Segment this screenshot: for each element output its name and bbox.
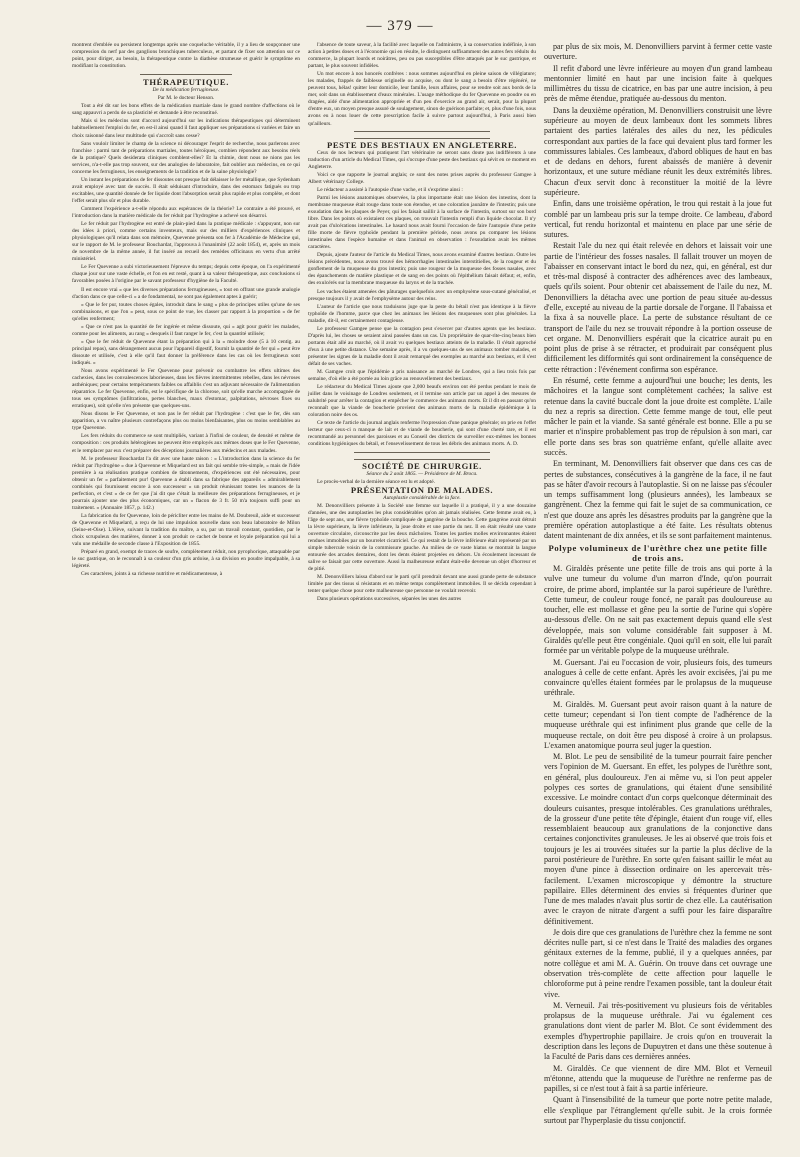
- section-divider: [354, 131, 491, 139]
- column-middle: [308, 42, 536, 1127]
- paragraph: Il refit d'abord une lèvre inférieure au moyen d'un grand lambeau mentonnier limité en haut par une incision faite à quelques millimètres du tissu de cicatrice, en bas par une autre incision, à peu près de même étendue, pratiquée au-dessous du menton.: [544, 63, 772, 104]
- article-continuation: [308, 42, 536, 128]
- paragraph: Voici ce que rapporte le journal anglais; ce sont des notes prises auprès du professeur Gamgee à Albert vétérinary College.: [308, 171, 536, 185]
- minutes-line: Le procès-verbal de la dernière séance est lu et adopté.: [317, 478, 435, 485]
- peste-article-body: [308, 150, 536, 449]
- article-body: [72, 103, 300, 578]
- paragraph: Le rédacteur a assisté à l'autopsie d'une vache, et il s'exprime ainsi :: [317, 186, 463, 193]
- section-heading-peste: PESTE DES BESTIAUX EN ANGLETERRE.: [326, 139, 518, 150]
- paragraph: M. Gamgee croit que l'épidémie a pris naissance au marché de Londres, qui a lieu trois fois par semaine, d'où elle a été portée au loin grâce au renouvellement des bestiaux.: [308, 369, 536, 383]
- society-body: [308, 503, 536, 604]
- paragraph: « Que ce n'est pas la quantité de fer ingérée et même dissoute, qui « agit pour guérir les malades, comme pour les aliments, au rang « desquels il faut ranger le fer, c'est la quantité utilisée;: [72, 323, 300, 337]
- section-heading-therapeutique: THÉRAPEUTIQUE.: [143, 77, 229, 88]
- intro-paragraph: montrent d'emblée ou persistent longtemps après une coqueluche véritable, il y a lieu de soupçonner une compression du nerf par des ganglions bronchiques tuberculeux, et partant de fixer son attention sur ce point, pour diriger, au besoin, la thérapeutique contre la diathèse strumeuse et guérir le symptôme en modifiant la constitution.: [72, 42, 300, 70]
- paragraph: En résumé, cette femme a aujourd'hui une bouche; les dents, les mâchoires et la langue sont complètement cachées; la salive est retenue dans la cavité buccale dont la joue droite est complète. L'aile du nez a repris sa direction. Cette femme mange de tout, elle peut mâcher le pain et la viande. Sa santé générale est bonne. Elle a pu se marier et n'inspire probablement pas trop de répulsion à son mari, car elle porte dans ses bras son quatrième enfant, qu'elle allaite avec succès.: [544, 376, 772, 457]
- society-heading: SOCIÉTÉ DE CHIRURGIE.: [362, 460, 482, 471]
- paragraph: M. le professeur Bouchardat l'a dit avec une haute raison : « L'introduction dans la science du fer réduit par l'hydrogène « due à Quevenne et Miquelard est un fait qui semble très-simple, « mais de l'idée première à sa réalisation pratique combien de tâtonnements, d'expériences ont été nécessaires, pour obtenir un fer « parfaitement pur! Quevenne a établi dans sa fabrique des appareils « admirablement combinés qui fournissent encore à son successeur « un produit réunissant toutes les nuances de la perfection, et c'est « de ce fer que j'ai dit que c'était la meilleure des préparations ferrugineuses, et je pourrais ajouter une des plus économiques, car un « flacon de 3 fr. 50 m'a toujours suffi pour un traitement. » (Annuaire 1857, p. 142.): [72, 455, 300, 511]
- paragraph: Je dois dire que ces granulations de l'urèthre chez la femme ne sont décrites nulle part, si ce n'est dans le Traité des maladies des organes génitaux externes de la femme, publié, il y a quelques années, par notre collègue et ami M. A. Guérin. On trouve dans cet ouvrage une observation très-complète de cette affection pour laquelle le chloroforme put à peine rendre l'examen possible, tant la douleur était vive.: [544, 927, 772, 999]
- paragraph: « Que le fer pur, toutes choses égales, introduit dans le sang « plus de principes utiles qu'une de ses combinaisons, et que l'on « peut, sous ce point de vue, les classer par rapport à la proportion « de fer qu'elles renferment;: [72, 301, 300, 322]
- paragraph: Un mot encore à nos honorés confrères : nous sommes aujourd'hui en pleine saison de villégiature; les malades, frappés de faiblesse originelle ou acquise, ou dont le sang a besoin d'être régénéré, ne peuvent tous, hélas! quitter leur domicile, leur famille, leurs affaires, pour se rendre soit aux bords de la mer, soit dans un établissement d'eaux minérales. L'usage méthodique du fer Quevenne en poudre ou en dragées, aidé d'une alimentation appropriée et d'un peu d'exercice au grand air, serait, pour la plupart d'entre eux, un moyen presque assuré de soulagement, sinon de guérison parfaite; et, plus d'une fois, nous avons eu à nous louer de cette prescription facile à suivre partout aujourd'hui, à Paris aussi bien qu'ailleurs.: [308, 71, 536, 127]
- paragraph: M. Denonvilliers laissa d'abord sur le parti qu'il prendrait devant une aussi grande perte de substance limitée par des tissus si résistants et en même temps complètement immobiles. Il se décida cependant à tenter quelque chose pour cette malheureuse que personne ne voulait recevoir.: [308, 574, 536, 595]
- paragraph: Il est encore vrai « que les diverses préparations ferrugineuses, « tout en offrant une grande analogie d'action dans ce que celle-ci « a de fondamental, ne sont pas également aptes à guérir;: [72, 286, 300, 300]
- polyp-discussion: [544, 564, 772, 1126]
- paragraph: Dans plusieurs opérations successives, séparées les unes des autres: [317, 596, 462, 603]
- paragraph: Les vaches étaient amenées des pâturages quelquefois avec un emphysème sous-cutané généralisé, et presque toujours il y avait de l'emphysème autour des reins.: [308, 288, 536, 302]
- paragraph: Le professeur Gamgee pense que la contagion peut s'exercer par d'autres agents que les bestiaux. D'après lui, les choses se seraient ainsi passées dans un cas. Un propriétaire de quar-rite-cinq beaux bien portants était allé au marché, où il avait vu quelques bestiaux atteints de la maladie. Il s'était approché d'eux à une petite distance. Une semaine après, il a vu quelques-uns de ses animaux tomber malades, et présenter les signes de la maladie dont il avait remarqué des exemples au marché aux bestiaux, et il s'est défait de ses vaches.: [308, 325, 536, 367]
- paragraph: l'absence de toute saveur, à la facilité avec laquelle on l'administre, à sa conservation indéfinie, à son action à petites doses et à l'économie qui en résulte, le distinguent suffisamment des autres fers réduits du commerce, la plupart lourds et noirâtres, peu ou pas susceptibles d'être attaqués par le suc gastrique, et partant, le plus souvent infidèles.: [308, 42, 536, 70]
- paragraph: M. Blot. Le peu de sensibilité de la tumeur pourrait faire pencher vers l'opinion de M. Guersant. En effet, les polypes de l'urèthre sont, en général, plus douloureux. J'en ai même vu, si l'on peut appeler polypes ces sortes de granulations, qui étaient d'une sensibilité excessive. Le moindre contact d'un corps quelconque déterminait des douleurs cuisantes, presque intolérables. Ces granulations uréthrales, de la grosseur d'une petite tête d'épingle, étaient d'un rouge vif, elles ressemblaient beaucoup aux granulations de la conjonctive dans certaines conjonctivites granuleuses. Je les ai observé que trois fois et toujours je les ai trouvées situées sur la partie la plus déclive de la paroi postérieure de l'urèthre. En sorte qu'en faisant saillir le méat au moyen d'une pince à dissection ordinaire on les apercevait très-facilement. L'examen microscopique y démontre la structure papillaire. Elles déterminent des envies si fréquentes d'uriner que l'une de mes malades n'avait plus sortir de chez elle. La cautérisation avec le crayon de nitrate d'argent a suffi pour les faire disparaître définitivement.: [544, 752, 772, 926]
- paragraph: Ceux de nos lecteurs qui pratiquent l'art vétérinaire ne seront sans doute pas indifférents à une traduction d'un article du Medical Times, qui s'occupe d'une peste des bestiaux qui sévit en ce moment en Angleterre.: [308, 149, 536, 170]
- paragraph: En terminant, M. Denonvilliers fait observer que dans ces cas de pertes de substances, consécutives à la gangrène de la face, il ne faut pas se hâter d'avoir recours à l'autoplastie. Si on ne laisse pas s'écouler un temps suffisamment long (plusieurs années), les lambeaux se gangrènent. Chez la femme qui fait le sujet de sa communication, ce n'est que douze ans après les désastres produits par la gangrène que la première opération autoplastique a été faite. Les résultats obtenus datent maintenant de dix années, et ils se sont parfaitement maintenus.: [544, 459, 773, 541]
- article-title: De la médication ferrugineuse.: [152, 87, 220, 94]
- polyp-heading: Polype volumineux de l'urèthre chez une petite fille de trois ans.: [548, 542, 768, 563]
- paragraph: Mais si les médecins sont d'accord aujourd'hui sur les indications thérapeutiques qui déterminent habituellement l'emploi du fer, en est-il ainsi quand il faut appliquer ses préparations si variées et faire un choix raisonné dans leur multitude qui s'accroît sans cesse?: [72, 118, 300, 139]
- autoplasty-heading: Autoplastie considérable de la face.: [383, 494, 461, 501]
- paragraph: M. Giraldès. M. Guersant peut avoir raison quant à la nature de cette tumeur; cependant si l'on tient compte de l'adhérence de la muqueuse uréthrale qui est infiniment plus grande que celle de la muqueuse rectale, on doit être peu disposé à croire à un prolapsus. L'examen anatomique pourra seul juger la question.: [544, 699, 772, 750]
- paragraph: Depuis, ajoute l'auteur de l'article du Medical Times, nous avons examiné d'autres bestiaux. Outre les lésions précédentes, nous avons trouvé des hémorrhagies intestinales interstitielles, de la rougeur et du gonflement de la muqueuse du gros intestin; puis une rougeur de la muqueuse des fosses nasales, avec des épanchements de matière plastique et de sang en des points où l'épithélium faisait défaut; et, enfin, des exulcérés sur la membrane muqueuse du larynx et de la trachée.: [308, 252, 536, 287]
- paragraph: M. Guersant. J'ai eu l'occasion de voir, plusieurs fois, des tumeurs analogues à celle de cette enfant. Après les avoir excisées, j'ai pu me convaincre qu'elles étaient formées par le prolapsus de la muqueuse uréthrale.: [544, 657, 772, 698]
- paragraph: Ce texte de l'article du journal anglais renferme l'expression d'une panique générale; on prie en l'effet lecteur que ceux-ci n manque de lait et de viande de boucherie, qui sont d'une cherté rare, et il est recommandé au personnel des paroisses et au Conseil des districts de surveiller eux-mêmes les bonnes conditions hygiéniques du bétail, et l'ensevelissement de tous les débris des animaux morts. A. D.: [308, 420, 536, 448]
- paragraph: M. Giraldès présente une petite fille de trois ans qui porte à la vulve une tumeur du volume d'un marron d'Inde, qu'on pourrait croire, de prime abord, implantée sur la paroi supérieure de l'urèthre. Cette tumeur, de couleur rouge foncé, ne paraît pas douloureuse au toucher, elle est mollasse et gêne peu la sortie de l'urine qui s'opère au-dessous d'elle. On ne sait pas exactement depuis quand elle s'est développée, mais son volume considérable fait supposer à M. Giraldès qu'elle peut être congéniale. Quoi qu'il en soit, elle lui paraît formée par un véritable polype de la muqueuse uréthrale.: [544, 564, 772, 656]
- paragraph: L'auteur de l'article que nous traduisons juge que la peste du bétail n'est pas identique à la fièvre typhoïde de l'homme, parce que chez les animaux les lésions des muqueuses sont plus générales. La maladie, dit-il, est certainement contagieuse.: [308, 303, 536, 324]
- paragraph: Préparé en grand, exempt de traces de soufre, complètement réduit, non pyrophorique, attaquable par le suc gastrique, on le reconnaît à sa couleur d'un gris ardoise, à sa division en poudre impalpable, à sa légèreté.: [72, 549, 300, 570]
- paragraph: La fabrication du fer Quevenne, loin de péricliter entre les mains de M. Doubreuil, aide et successeur de Quevenne et Miquelard, a reçu de lui une impulsion nouvelle dans son beau laboratoire de Milon (Seine-et-Oise). L'élève, suivant la tradition du maître, a su, par un travail constant, quotidien, par le choix scrupuleux des matières, donner à son produit ce cachet de bonne et loyale préparation qui lui a valu une médaille de seconde classe à l'Exposition de 1855.: [72, 512, 300, 548]
- paragraph: Comment l'expérience a-t-elle répondu aux espérances de la théorie? Le contraire a été prouvé, et l'introduction dans la matière médicale du fer réduit par l'hydrogène a achevé son désarroi.: [72, 205, 300, 220]
- article-byline: Par M. le docteur Henson.: [157, 95, 215, 102]
- paragraph: « Que le fer réduit de Quevenne étant la préparation qui à la « moindre dose (5 à 10 centig. au principal repas), sans dérangement aucun pour l'appareil digestif, fournit la quantité de fer qui « peut être dissoute et utilisée, c'est à elle qu'il faut donner la préférence dans les cas où les ferrugineux sont indiqués. »: [72, 338, 300, 366]
- presentation-heading: PRÉSENTATION DE MALADES.: [350, 484, 494, 495]
- paragraph: Restait l'ale du nez qui était relevée en dehors et laissait voir une partie de l'intérieur des fosses nasales. Il fallait trouver un moyen de l'abaisser en conservant intact le bord du nez, qui, en général, est dur et très-mal disposé à contracter des adhérences avec des lambeaux, quels qu'ils soient. Pour obtenir cet abaissement de l'aile du nez, M. Denonvilliers la détacha avec une portion de peau située au-dessus d'elle, excepté au niveau de la partie dorsale de l'organe. Il l'abaissa et la fixa à sa nouvelle place. La perte de substance résultant de ce transport de l'aile du nez se trouvait répondre à la portion osseuse de cet organe. M. Denonvilliers espérait que la cicatrice aurait pu en point plus de prise à se rétracter, et produirait par conséquent plus difficilement les difformités qui sont ordinairement la conséquence de cette rétraction : l'événement confirma son espérance.: [544, 241, 772, 374]
- paragraph: Quant à l'insensibilité de la tumeur que porte notre petite malade, elle s'explique par l'étranglement qu'elle subit. Je la crois formée surtout par l'hyperplasie du tissu conjonctif.: [544, 1095, 772, 1125]
- paragraph: Un instant les préparations de fer dissoutes ont presque fait délaisser le fer métallique, que Sydenham avait employé avec tant de succès. Il était séduisant d'introduire, dans des estomacs fatigués ou trop excitables, une quantité donnée de fer liquide dont l'absorption serait plus rapide et plus complète, et dont l'effet serait plus sûr et plus durable.: [72, 176, 300, 204]
- paragraph: Nous disons le Fer Quevenne, et non pas le fer réduit par l'hydrogène : c'est que le fer, dès son apparition, a vu naître plusieurs contrefaçons plus ou moins bienfaisantes, plus ou moins semblables au type Quevenne.: [72, 411, 300, 432]
- autoplasty-continuation: [544, 42, 772, 542]
- column-left: [72, 42, 300, 1127]
- paragraph: Le rédacteur du Medical Times ajoute que 2,000 beaufs environ ont été perdus pendant le mois de juillet dans le voisinage de Londres seulement, et il termine son article par un appel à des mesures de salubrité pour arrêter la contagion et empêcher le commerce des animaux morts. Et il dit en passant qu'on reconnaît que la viande de boucherie provient des animaux morts de la maladie épidémique à la coloration noire des os.: [308, 384, 536, 419]
- paragraph: M. Giraldès. Ce que viennent de dire MM. Blot et Verneuil m'étonne, attendu que la muqueuse de l'urèthre ne renferme pas de papilles, si ce n'est tout à fait à sa partie inférieure.: [544, 1063, 772, 1094]
- page-number: — 379 —: [366, 18, 434, 34]
- paragraph: Dans la deuxième opération, M. Denonvilliers construisit une lèvre supérieure au moyen de deux lambeaux dont les sommets libres partaient des parties latérales des ailes du nez, les pédicules correspondant aux parties de la face qui devaient plus tard former les commissures labiales. Ces lambeaux, d'abord obliques de haut en bas et de dedans en dehors, furent abaissés de manière à devenir horizontaux, et une suture médiane réunit les deux extrémités libres. Chacun d'eux servit donc à reconstituer la moitié de la lèvre supérieure.: [544, 105, 772, 197]
- paragraph: Sans vouloir limiter le champ de la science ni décourager l'esprit de recherche, nous parlerons avec franchise : parmi tant de préparations martiales, toutes héroïques, combien répondent aux besoins réels de la pratique? Quels desiderata cliniques comblent-elles? Et la chimie, dont nous ne nions pas les services, n'a-t-elle pas trop souvent, sur des analogies de laboratoire, fait oublier aux médecins, en ce qui concerne les ferrugineux, les enseignements de la tradition et de la saine physiologie?: [72, 140, 300, 175]
- paragraph: Parmi les lésions anatomiques observées, la plus importante était une lésion des intestins, dont la membrane muqueuse était rouge dans toute son étendue, et une coloration jaunâtre de l'intestin; puis une exsudation dans les plaques de Peyer, qui les faisait saillir à la surface de l'intestin, surtout sur son bord libre. Dans les points où existaient ces plaques, on trouvait l'intestin rempli d'un liquide chocolat. Il n'y avait pas d'ulcérations intestinales. Le hasard nous avait fourni l'occasion de faire l'autopsie d'une petite fille morte de fièvre typhoïde pendant la première période, nous avons pu comparer les lésions intestinales dans l'espèce humaine et dans l'animal en observation : l'exsudation avait les mêmes caractères.: [308, 194, 536, 251]
- paragraph: Le Fer Quevenne a subi victorieusement l'épreuve du temps; depuis cette époque, on l'a expérimenté chaque jour sur une vaste échelle, et l'on en est resté, quant à sa valeur thérapeutique, aux conclusions si favorables posées à l'origine par le savant professeur d'hygiène de la Faculté.: [72, 264, 300, 285]
- paragraph: M. Verneuil. J'ai très-positivement vu plusieurs fois de véritables prolapsus de la muqueuse uréthrale. J'ai vu également ces granulations dont vient de parler M. Blot. Ce sont évidemment des exemples d'hypertrophie papillaire. Je crois qu'on en trouverait la description dans les leçons de Dupuytren et dans une thèse soutenue à la Faculté de Paris dans ces dernières années.: [544, 1000, 772, 1062]
- paragraph: par plus de six mois, M. Denonvilliers parvint à fermer cette vaste ouverture.: [544, 42, 772, 62]
- paragraph: Ces caractères, joints à sa richesse nutritive et médicamenteuse, à: [81, 571, 223, 578]
- paragraph: Tout a été dit sur les bons effets de la médication martiale dans le grand nombre d'affections où le sang appauvri a perdu de sa plasticité et demande à être reconstitué.: [72, 103, 300, 117]
- section-divider: [354, 452, 491, 460]
- paragraph: Le fer réduit par l'hydrogène est entré de plain-pied dans la pratique médicale : s'appuyant, non sur des idées à priori, comme certains inventeurs, mais sur des milliers d'expériences cliniques et physiologiques qu'il relata dans son mémoire, Quevenne présenta son fer à l'Académie de Médecine qui, sur le rapport de M. le professeur Bouchardat, l'approuva à l'unanimité (22 août 1854), et, après un mois de novembre de la même année, il fut inséré au recueil des remèdes officinaux en vertu d'un arrêté ministériel.: [72, 221, 300, 263]
- paragraph: Les fers réduits du commerce se sont multipliés, variant à l'infini de couleur, de densité et même de composition : ces produits hétérogènes ne peuvent être employés aux mêmes doses que le Fer Quevenne, et le remplacer par eux c'est préparer des déceptions journalières aux médecins et aux malades.: [72, 433, 300, 454]
- section-divider: [140, 74, 231, 75]
- paragraph: Nous avons expérimenté le Fer Quevenne pour prévenir ou combattre les effets ultimes des cachexies, dans les convalescences laborieuses, dans les fièvres intermittentes rebelles, dans les névroses asthéniques; pour certains tempéraments faibles ou affaiblis c'est un adjuvant nécessaire de l'alimentation réparatrice. Le fer Quevenne, enfin, est le spécifique de la chlorose, soit qu'elle marche accompagnée de tous ses symptômes (infiltrations, pertes blanches, maux d'estomac, palpitations, névroses fixes ou erratiques), soit qu'elle n'en présente que quelques-uns.: [72, 368, 300, 410]
- session-line: Séance du 2 août 1865. — Présidence de M. Broca.: [366, 470, 478, 477]
- paragraph: Enfin, dans une troisième opération, le trou qui restait à la joue fut comblé par un lambeau pris sur la tempe droite. Ce lambeau, d'abord vertical, fut rendu horizontal et maintenu en place par une série de sutures.: [544, 199, 772, 240]
- text-columns: [72, 42, 772, 1127]
- column-right: [544, 42, 772, 1127]
- paragraph: M. Denonvilliers présente à la Société une femme sur laquelle il a pratiqué, il y a une douzaine d'années, une des autoplasties les plus considérables qu'on ait jamais réalisées. Cette femme avait eu, à l'âge de sept ans, une fièvre typhoïde compliquée de gangrène de la bouche. Cette gangrène avait détruit la lèvre supérieure, la lèvre inférieure, la joue droite et une partie du nez. Il en était résulté une vaste ouverture circulaire, circonscrite par les deux mâchoires. Toutes les parties molles environnantes étaient rendues immobiles par un bourrelet cicatriciel. Ce qui restait de la lèvre inférieure était représenté par un simple tubercule voisin de la commissure gauche. Au milieu de ce vaste hiatus se montrait la langue entourée des arcades dentaires, dont les dents étaient projetées en dehors. Un écoulement incessant de salive se faisait par cette ouverture. Aussi la malheureuse enfant était-elle devenue un objet d'horreur et de pitié.: [308, 502, 536, 573]
